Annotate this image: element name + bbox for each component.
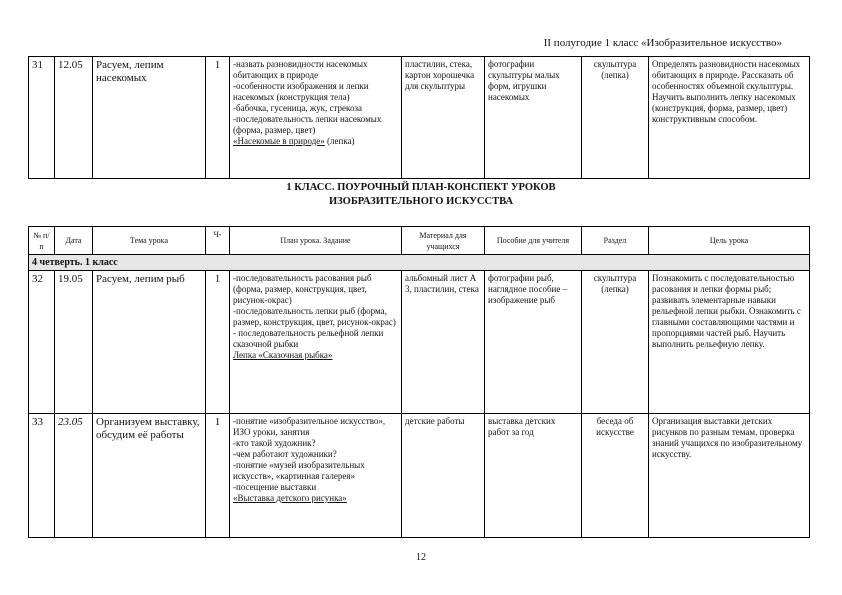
- lesson-section: скульптура (лепка): [582, 57, 649, 179]
- column-header-aids: Пособие для учителя: [485, 227, 582, 255]
- column-header-section: Раздел: [582, 227, 649, 255]
- page-header: II полугодие 1 класс «Изобразительное искусство»: [543, 37, 782, 49]
- plan-line: -последовательность лепки рыб (форма, размер, конструкция, цвет, рисунок-окрас): [233, 306, 396, 327]
- plan-task: [233, 136, 398, 147]
- table-row: [29, 271, 810, 414]
- lesson-number: 32: [29, 271, 55, 414]
- lesson-plan: [230, 414, 402, 538]
- lesson-materials: детские работы: [402, 414, 485, 538]
- plan-task-suffix: (лепка): [324, 136, 355, 146]
- lesson-date: 12.05: [55, 57, 93, 179]
- lesson-plan: [230, 57, 402, 179]
- column-header-num: № п/п: [29, 227, 55, 255]
- plan-line: -последовательность лепки насекомых (форма, размер, цвет): [233, 114, 382, 135]
- lesson-hours: 1: [206, 414, 230, 538]
- lesson-goal: Организация выставки детских рисунков по разным темам, проверка знаний учащихся по изобразительному искусству.: [649, 414, 810, 538]
- plan-line: -кто такой художник?: [233, 438, 316, 448]
- column-header-plan: План урока. Задание: [230, 227, 402, 255]
- column-header-date: Дата: [55, 227, 93, 255]
- column-header-goal: Цель урока: [649, 227, 810, 255]
- lesson-goal: Определять разновидности насекомых обитающих в природе. Рассказать об особенностях объемной скульптуры. Научить выполнить лепку насекомых (конструкция, форма, размер, цвет) конструктивным способом.: [649, 57, 810, 179]
- lesson-topic: Расуем, лепим рыб: [93, 271, 206, 414]
- lesson-table-top: [28, 56, 810, 179]
- plan-task-title: «Насекомые в природе»: [233, 136, 325, 146]
- lesson-goal: Познакомить с последовательностью расования и лепки формы рыб; развивать элементарные навыки рельефной лепки рыбки. Ознакомить с главными составляющими частями и пропорциями частей рыб. Научить выполнить рельефную лепку.: [649, 271, 810, 414]
- table-header-row: [29, 227, 810, 255]
- lesson-topic: Расуем, лепим насекомых: [93, 57, 206, 179]
- lesson-aids: фотографии рыб, наглядное пособие – изображение рыб: [485, 271, 582, 414]
- lesson-table: [28, 226, 810, 538]
- column-header-materials: Материал для учащихся: [402, 227, 485, 255]
- lesson-date: 23.05: [55, 414, 93, 538]
- column-header-hours: Ч-: [206, 227, 230, 255]
- plan-line: -понятие «изобразительное искусство», ИЗО уроки, занятия: [233, 416, 386, 437]
- lesson-materials: альбомный лист А 3, пластилин, стека: [402, 271, 485, 414]
- column-header-topic: Тема урока: [93, 227, 206, 255]
- lesson-number: 33: [29, 414, 55, 538]
- lesson-number: 31: [29, 57, 55, 179]
- quarter-row: [29, 255, 810, 271]
- quarter-label: 4 четверть. 1 класс: [29, 255, 810, 271]
- plan-line: -особенности изображения и лепки насекомых (конструкция тела): [233, 81, 369, 102]
- plan-line: -назвать разновидности насекомых обитающих в природе: [233, 59, 368, 80]
- lesson-plan: [230, 271, 402, 414]
- page-number: 12: [416, 552, 426, 563]
- plan-line: -бабочка, гусеница, жук, стрекоза: [233, 103, 362, 113]
- lesson-aids: выставка детских работ за год: [485, 414, 582, 538]
- plan-line: - последовательность рельефной лепки сказочной рыбки: [233, 328, 384, 349]
- title-line: 1 КЛАСС. ПОУРОЧНЫЙ ПЛАН-КОНСПЕКТ УРОКОВ: [286, 182, 556, 193]
- document-title: [0, 181, 842, 209]
- lesson-date: 19.05: [55, 271, 93, 414]
- lesson-topic: Организуем выставку, обсудим её работы: [93, 414, 206, 538]
- title-line: ИЗОБРАЗИТЕЛЬНОГО ИСКУССТВА: [328, 196, 514, 207]
- lesson-aids: фотографии скульптуры малых форм, игрушки насекомых: [485, 57, 582, 179]
- table-row: [29, 414, 810, 538]
- lesson-materials: пластилин, стека, картон хорошечка для скульптуры: [402, 57, 485, 179]
- lesson-hours: 1: [206, 271, 230, 414]
- table-row: [29, 57, 810, 179]
- plan-line: -последовательность расования рыб (форма, размер, конструкция, цвет, рисунок-окрас): [233, 273, 372, 305]
- plan-line: -чем работают художники?: [233, 449, 337, 459]
- plan-line: -посещение выставки: [233, 482, 317, 492]
- lesson-hours: 1: [206, 57, 230, 179]
- plan-task-title: «Выставка детского рисунка»: [233, 493, 347, 503]
- plan-line: -понятие «музей изобразительных искусств», «картинная галерея»: [233, 460, 365, 481]
- plan-task-title: Лепка «Сказочная рыбка»: [233, 350, 333, 360]
- lesson-section: беседа об искусстве: [582, 414, 649, 538]
- lesson-section: скульптура (лепка): [582, 271, 649, 414]
